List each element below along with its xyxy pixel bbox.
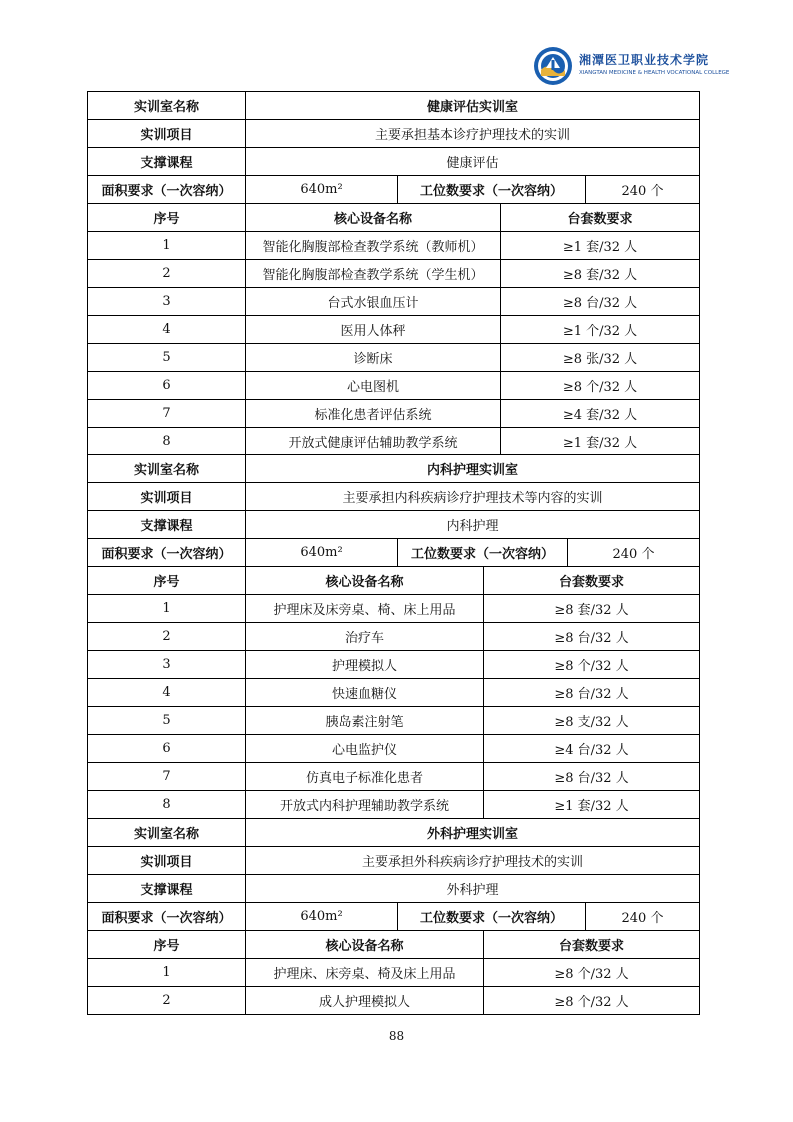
stations-value: 240 个 [567,538,700,566]
equipment-name: 标准化患者评估系统 [245,399,500,427]
equipment-quantity: ≥4 套/32 人 [500,399,700,427]
course-label: 支撑课程 [87,147,245,175]
equipment-name: 开放式健康评估辅助教学系统 [245,427,500,455]
equipment-quantity: ≥8 套/32 人 [483,594,700,622]
equipment-name: 诊断床 [245,343,500,371]
table-row [87,706,700,734]
equipment-name: 护理床及床旁桌、椅、床上用品 [245,594,483,622]
project-value: 主要承担基本诊疗护理技术的实训 [245,119,700,147]
equipment-name: 仿真电子标准化患者 [245,762,483,790]
room-name-label: 实训室名称 [87,818,245,846]
equipment-name: 心电图机 [245,371,500,399]
table-row [87,315,700,343]
equipment-quantity: ≥8 台/32 人 [500,287,700,315]
row-index: 6 [87,371,245,399]
table-row [87,762,700,790]
equipment-quantity: ≥8 个/32 人 [500,371,700,399]
area-label: 面积要求（一次容纳） [87,538,245,566]
row-index: 2 [87,622,245,650]
row-index: 7 [87,762,245,790]
area-value: 640m² [245,538,397,566]
table-row [87,594,700,622]
project-row [87,119,700,147]
equipment-quantity: ≥8 个/32 人 [483,986,700,1014]
school-header [533,44,730,92]
stations-label: 工位数要求（一次容纳） [397,538,567,566]
room-name-value: 外科护理实训室 [245,818,700,846]
training-room-table [87,91,700,455]
room-name-row [87,454,700,482]
equipment-name: 台式水银血压计 [245,287,500,315]
stations-value: 240 个 [585,902,700,930]
row-index: 5 [87,343,245,371]
equipment-quantity: ≥8 台/32 人 [483,622,700,650]
area-value: 640m² [245,902,397,930]
course-label: 支撑课程 [87,510,245,538]
area-label: 面积要求（一次容纳） [87,175,245,203]
course-value: 外科护理 [245,874,700,902]
equipment-quantity: ≥1 套/32 人 [500,231,700,259]
equipment-name: 成人护理模拟人 [245,986,483,1014]
room-name-label: 实训室名称 [87,91,245,119]
equipment-quantity: ≥8 支/32 人 [483,706,700,734]
equipment-header-row [87,566,700,594]
room-name-label: 实训室名称 [87,454,245,482]
index-header: 序号 [87,566,245,594]
equipment-name: 心电监护仪 [245,734,483,762]
equipment-name: 护理床、床旁桌、椅及床上用品 [245,958,483,986]
row-index: 2 [87,259,245,287]
course-row [87,874,700,902]
equipment-name: 智能化胸腹部检查教学系统（学生机） [245,259,500,287]
row-index: 6 [87,734,245,762]
row-index: 8 [87,427,245,455]
quantity-header: 台套数要求 [483,930,700,958]
area-value: 640m² [245,175,397,203]
project-value: 主要承担外科疾病诊疗护理技术的实训 [245,846,700,874]
table-row [87,259,700,287]
row-index: 1 [87,231,245,259]
row-index: 5 [87,706,245,734]
project-label: 实训项目 [87,119,245,147]
course-row [87,147,700,175]
equipment-quantity: ≥8 个/32 人 [483,958,700,986]
capacity-row [87,538,700,566]
table-row [87,678,700,706]
project-label: 实训项目 [87,482,245,510]
table-bottom-border [87,1014,700,1015]
capacity-row [87,902,700,930]
stations-label: 工位数要求（一次容纳） [397,175,585,203]
equipment-header: 核心设备名称 [245,566,483,594]
equipment-quantity: ≥8 张/32 人 [500,343,700,371]
school-name: 湘潭医卫职业技术学院 [579,53,710,67]
room-name-row [87,818,700,846]
equipment-quantity: ≥8 个/32 人 [483,650,700,678]
stations-label: 工位数要求（一次容纳） [397,902,585,930]
equipment-name: 开放式内科护理辅助教学系统 [245,790,483,818]
table-row [87,427,700,455]
stations-value: 240 个 [585,175,700,203]
row-index: 4 [87,678,245,706]
room-name-row [87,91,700,119]
capacity-row [87,175,700,203]
equipment-header: 核心设备名称 [245,930,483,958]
equipment-quantity: ≥8 台/32 人 [483,678,700,706]
row-index: 7 [87,399,245,427]
area-label: 面积要求（一次容纳） [87,902,245,930]
table-row [87,343,700,371]
equipment-header: 核心设备名称 [245,203,500,231]
equipment-name: 医用人体秤 [245,315,500,343]
equipment-quantity: ≥8 台/32 人 [483,762,700,790]
table-row [87,986,700,1014]
table-row [87,734,700,762]
equipment-name: 快速血糖仪 [245,678,483,706]
equipment-header-row [87,203,700,231]
table-row [87,231,700,259]
equipment-name: 智能化胸腹部检查教学系统（教师机） [245,231,500,259]
equipment-name: 胰岛素注射笔 [245,706,483,734]
row-index: 3 [87,287,245,315]
row-index: 4 [87,315,245,343]
equipment-quantity: ≥4 台/32 人 [483,734,700,762]
course-value: 内科护理 [245,510,700,538]
row-index: 2 [87,986,245,1014]
project-row [87,482,700,510]
course-row [87,510,700,538]
equipment-name: 治疗车 [245,622,483,650]
table-row [87,399,700,427]
table-row [87,958,700,986]
equipment-header-row [87,930,700,958]
table-row [87,287,700,315]
equipment-quantity: ≥1 套/32 人 [500,427,700,455]
equipment-quantity: ≥8 套/32 人 [500,259,700,287]
project-row [87,846,700,874]
table-row [87,371,700,399]
row-index: 8 [87,790,245,818]
page-number: 88 [388,1029,405,1043]
row-index: 1 [87,958,245,986]
quantity-header: 台套数要求 [483,566,700,594]
training-room-table [87,454,700,818]
project-label: 实训项目 [87,846,245,874]
course-label: 支撑课程 [87,874,245,902]
index-header: 序号 [87,930,245,958]
project-value: 主要承担内科疾病诊疗护理技术等内容的实训 [245,482,700,510]
room-name-value: 内科护理实训室 [245,454,700,482]
school-emblem-icon [533,46,573,86]
equipment-name: 护理模拟人 [245,650,483,678]
index-header: 序号 [87,203,245,231]
equipment-quantity: ≥1 个/32 人 [500,315,700,343]
course-value: 健康评估 [245,147,700,175]
quantity-header: 台套数要求 [500,203,700,231]
table-row [87,622,700,650]
equipment-quantity: ≥1 套/32 人 [483,790,700,818]
table-row [87,650,700,678]
table-row [87,790,700,818]
row-index: 1 [87,594,245,622]
training-room-table [87,818,700,1014]
row-index: 3 [87,650,245,678]
school-name-en: XIANGTAN MEDICINE & HEALTH VOCATIONAL COLLEGE [579,70,730,76]
room-name-value: 健康评估实训室 [245,91,700,119]
